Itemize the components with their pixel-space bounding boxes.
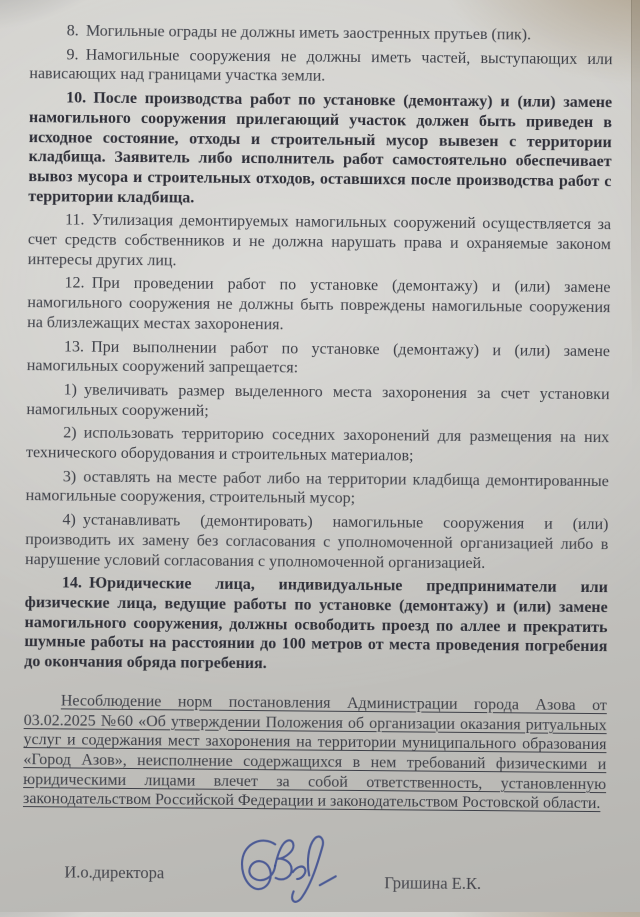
paragraph-number: 11. <box>65 211 85 229</box>
paragraph-text: При выполнении работ по установке (демонтажу) и (или) замене намогильных сооружений запрещается: <box>26 338 611 377</box>
subitem-text: устанавливать (демонтировать) намогильные сооружения и (или) производить их замену без согласования с уполномоченной организацией либо в нарушение условий согласования с уполномоченной организацией. <box>25 511 609 572</box>
subitem-1 <box>26 380 609 424</box>
paragraph-text: Могильные ограды не должны иметь заостренных прутьев (пик). <box>85 22 532 44</box>
paragraph-number: 12. <box>64 274 85 293</box>
paragraph-number: 9. <box>66 46 79 64</box>
paragraph-text: Юридические лица, индивидуальные предприниматели или физические лица, ведущие работы по установке (демонтажу) и (или) замене намогильного сооружения, должны освободить проезд по аллее и прекратить шумные работы на расстоянии до 100 метров от места проведения погребения до окончания обряда погребения. <box>24 574 608 673</box>
paragraph-text: Утилизация демонтируемых намогильных сооружений осуществляется за счет средств собственников и не должна нарушать права и охраняемые законом интересы других лиц. <box>27 211 612 270</box>
subitem-text: оставлять на месте работ либо на территории кладбища демонтированные намогильные сооружения, строительный мусор; <box>25 468 609 508</box>
signatory-title: И.о.директора <box>64 862 165 883</box>
paragraph-13 <box>27 337 610 381</box>
signatory-name: Гришина Е.К. <box>384 873 482 894</box>
liability-clause <box>23 691 607 814</box>
paragraph-12 <box>27 274 610 338</box>
signature-block <box>0 828 633 917</box>
paragraph-number: 14. <box>61 574 82 592</box>
handwritten-signature <box>228 824 344 913</box>
document-body <box>23 21 613 818</box>
subitem-number: 1) <box>63 381 78 399</box>
subitem-number: 4) <box>62 511 76 529</box>
paragraph-10 <box>28 88 612 211</box>
paragraph-11 <box>28 210 611 274</box>
paragraph-number: 13. <box>63 337 85 356</box>
subitem-number: 2) <box>63 424 77 442</box>
paragraph-text: Намогильные сооружения не должны иметь частей, выступающих или нависающих над границами участка земли. <box>29 46 613 86</box>
paragraph-text: Несоблюдение норм постановления Администрации города Азова от 03.02.2025 №60 «Об утверждении Положения об организации оказания ритуальных услуг и содержания мест захоронения на территории муниципального образования «Город Азов», неисполнение содержащихся в нем требований физическими и юридическими лицами влечет за собой ответственность, установленную законодательством Российской Федерации и законодательством Ростовской области. <box>22 692 607 813</box>
subitem-2 <box>26 423 609 467</box>
paragraph-number: 8. <box>66 22 79 40</box>
paragraph-8 <box>30 21 613 46</box>
subitem-text: увеличивать размер выделенного места захоронения за счет установки намогильных сооружений; <box>26 381 610 420</box>
paragraph-text: При проведении работ по установке (демонтажу) и (или) замене намогильного сооружения не должны быть повреждены намогильные сооружения на близлежащих местах захоронения. <box>27 275 611 334</box>
subitem-4 <box>25 510 608 574</box>
paragraph-9 <box>29 45 612 89</box>
paragraph-14 <box>24 573 608 677</box>
paragraph-text: После производства работ по установке (демонтажу) и (или) замене намогильного сооружения прилегающий участок должен быть приведен в исходное состояние, отходы и строительный мусор вывезен с территории кладбища. Заявитель либо исполнитель работ самостоятельно обеспечивает вывоз мусора и строительных отходов, оставшихся после производства работ с территории кладбища. <box>28 89 613 207</box>
subitem-text: использовать территорию соседних захоронений для размещения на них технического оборудования и строительных материалов; <box>25 424 610 465</box>
paragraph-number: 10. <box>66 89 87 107</box>
subitem-number: 3) <box>62 468 77 486</box>
subitem-3 <box>26 467 609 511</box>
